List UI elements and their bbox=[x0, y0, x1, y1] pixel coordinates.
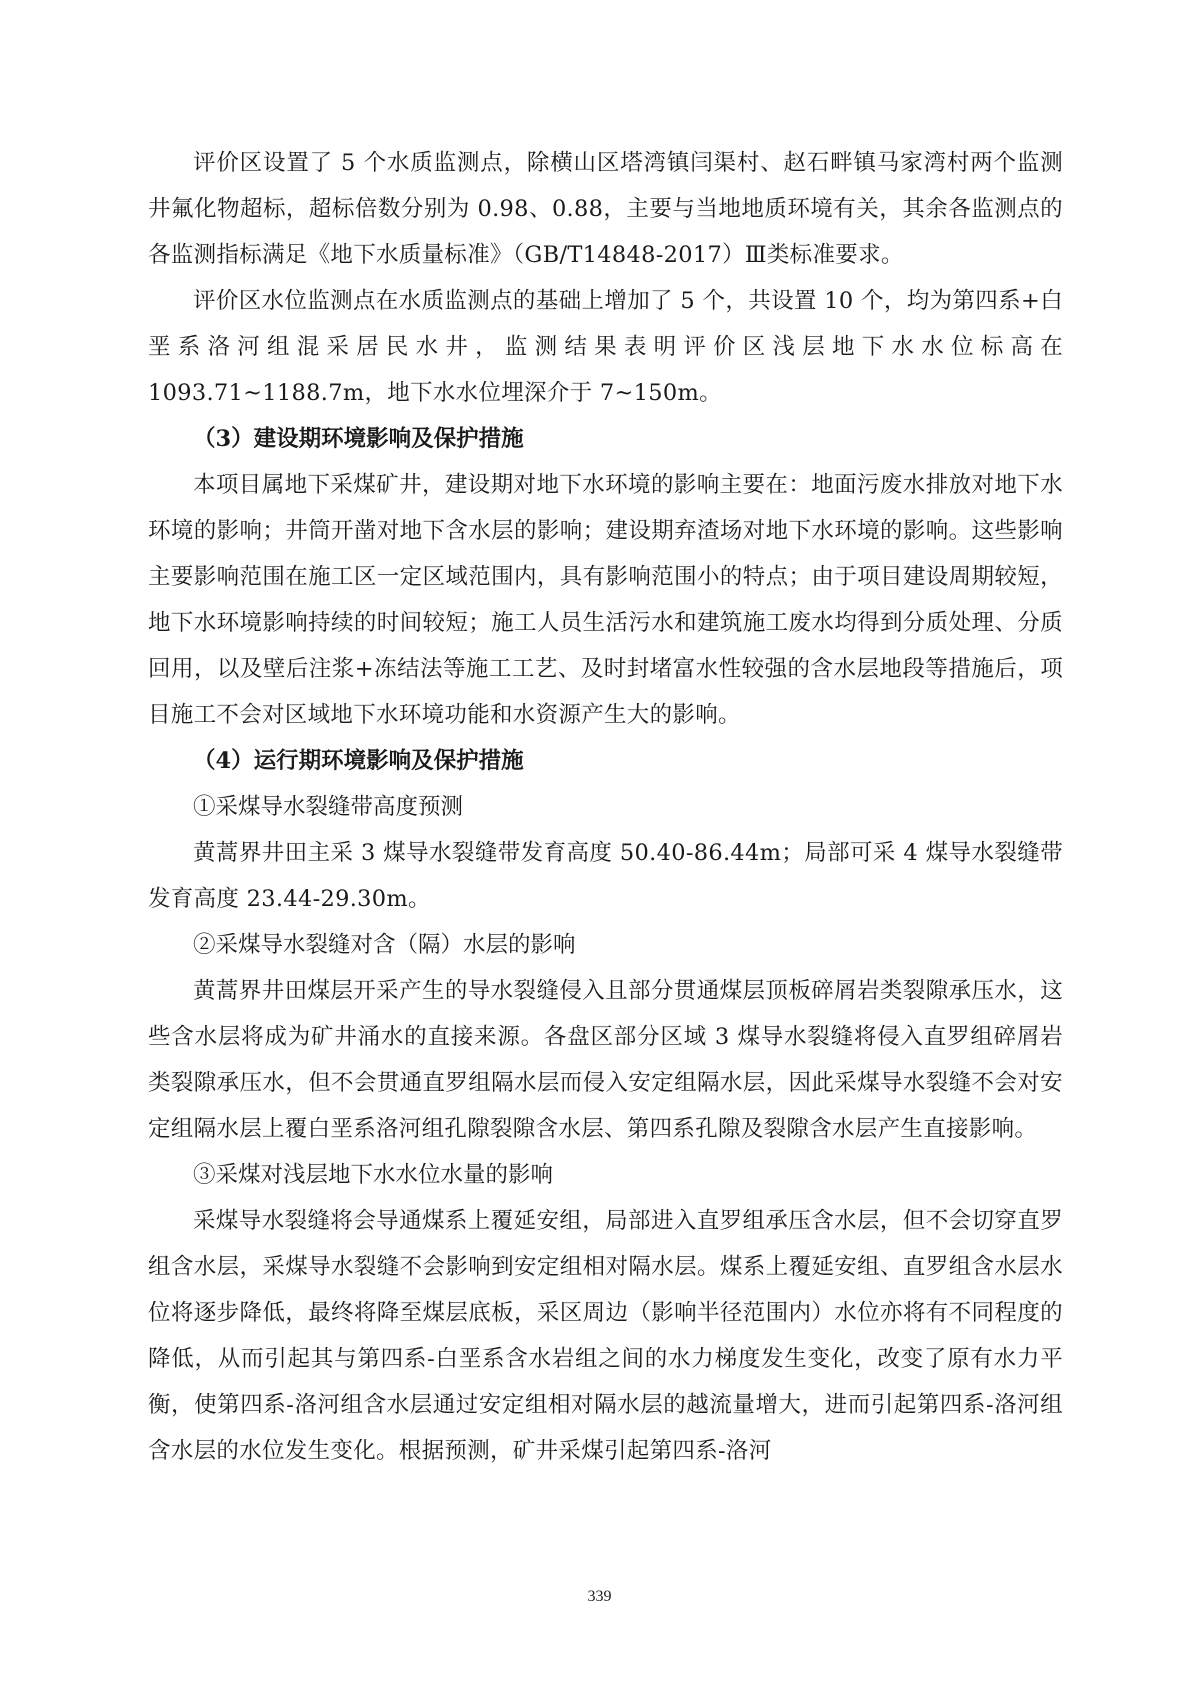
paragraph-water-quality: 评价区设置了 5 个水质监测点，除横山区塔湾镇闫渠村、赵石畔镇马家湾村两个监测井氟化物超标，超标倍数分别为 0.98、0.88，主要与当地地质环境有关，其余各监测点的各监测指标满足《地下水质量标准》（GB/T14848-2017）Ⅲ类标准要求。 bbox=[148, 150, 1063, 268]
heading-construction-impact: （3）建设期环境影响及保护措施 bbox=[193, 426, 524, 452]
paragraph-shallow-water-impact: 采煤导水裂缝将会导通煤系上覆延安组，局部进入直罗组承压含水层，但不会切穿直罗组含水层，采煤导水裂缝不会影响到安定组相对隔水层。煤系上覆延安组、直罗组含水层水位将逐步降低，最终将降至煤层底板，采区周边（影响半径范围内）水位亦将有不同程度的降低，从而引起其与第四系-白垩系含水岩组之间的水力梯度发生变化，改变了原有水力平衡，使第四系-洛河组含水层通过安定组相对隔水层的越流量增大，进而引起第四系-洛河组含水层的水位发生变化。根据预测，矿井采煤引起第四系-洛河 bbox=[148, 1208, 1063, 1464]
subheading-fracture-height: ①采煤导水裂缝带高度预测 bbox=[193, 794, 464, 820]
paragraph-aquifer-impact: 黄蒿界井田煤层开采产生的导水裂缝侵入且部分贯通煤层顶板碎屑岩类裂隙承压水，这些含水层将成为矿井涌水的直接来源。各盘区部分区域 3 煤导水裂缝将侵入直罗组碎屑岩类裂隙承压水，但不会贯通直罗组隔水层而侵入安定组隔水层，因此采煤导水裂缝不会对安定组隔水层上覆白垩系洛河组孔隙裂隙含水层、第四系孔隙及裂隙含水层产生直接影响。 bbox=[148, 978, 1063, 1142]
paragraph-fracture-height: 黄蒿界井田主采 3 煤导水裂缝带发育高度 50.40-86.44m；局部可采 4 煤导水裂缝带发育高度 23.44-29.30m。 bbox=[148, 840, 1063, 912]
page-number: 339 bbox=[587, 1588, 612, 1605]
paragraph-water-level: 评价区水位监测点在水质监测点的基础上增加了 5 个，共设置 10 个，均为第四系+白垩系洛河组混采居民水井，监测结果表明评价区浅层地下水水位标高在1093.71~1188.7m，地下水水位埋深介于 7~150m。 bbox=[148, 288, 1063, 406]
paragraph-construction-impact: 本项目属地下采煤矿井，建设期对地下水环境的影响主要在：地面污废水排放对地下水环境的影响；井筒开凿对地下含水层的影响；建设期弃渣场对地下水环境的影响。这些影响主要影响范围在施工区一定区域范围内，具有影响范围小的特点；由于项目建设周期较短，地下水环境影响持续的时间较短；施工人员生活污水和建筑施工废水均得到分质处理、分质回用，以及壁后注浆+冻结法等施工工艺、及时封堵富水性较强的含水层地段等措施后，项目施工不会对区域地下水环境功能和水资源产生大的影响。 bbox=[148, 472, 1063, 728]
heading-operation-impact: （4）运行期环境影响及保护措施 bbox=[193, 748, 524, 774]
subheading-aquifer-impact: ②采煤导水裂缝对含（隔）水层的影响 bbox=[193, 932, 576, 958]
document-body bbox=[148, 140, 1063, 1474]
subheading-shallow-water-impact: ③采煤对浅层地下水水位水量的影响 bbox=[193, 1162, 554, 1188]
